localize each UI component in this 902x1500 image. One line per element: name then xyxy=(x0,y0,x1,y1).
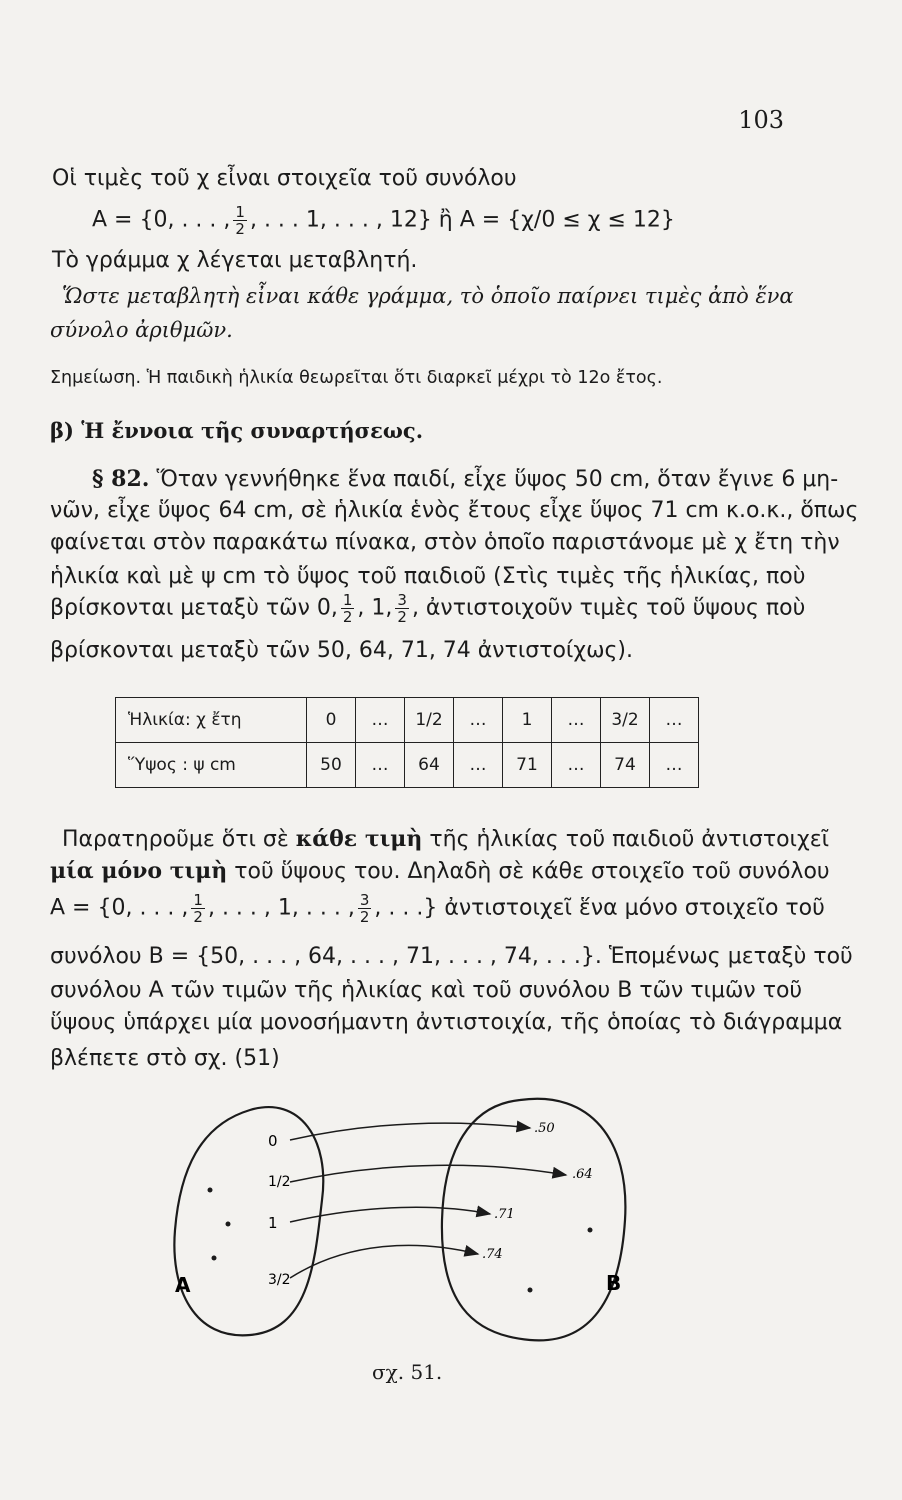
fraction-three-halves: $\frac{3}{2}$ xyxy=(397,591,407,626)
p2-line-3-part-1: Α = {0, . . . , xyxy=(50,895,189,921)
table-cell: 74 xyxy=(601,743,650,788)
paragraph-82-line-6: βρίσκονται μεταξὺ τῶν 50, 64, 71, 74 ἀντιστοίχως). xyxy=(50,638,633,663)
a-element-three-halves: 3/2 xyxy=(268,1272,291,1288)
p2-line-2-bold: μία μόνο τιμὴ xyxy=(50,858,228,884)
line-5-part-2: , 1, xyxy=(357,595,393,621)
table-cell: 64 xyxy=(405,743,454,788)
fraction-half: $\frac{1}{2}$ xyxy=(193,891,203,926)
p2-line-3-part-3: , . . .} ἀντιστοιχεῖ ἕνα μόνο στοιχεῖο τοῦ xyxy=(374,895,825,921)
text-line-1: Οἱ τιμὲς τοῦ χ εἶναι στοιχεῖα τοῦ συνόλου xyxy=(52,166,517,191)
table-cell: 1/2 xyxy=(405,698,454,743)
page-number: 103 xyxy=(738,106,784,134)
line-5-part-3: , ἀντιστοιχοῦν τιμὲς τοῦ ὕψους ποὺ xyxy=(411,595,806,621)
p2-line-1-bold: κάθε τιμὴ xyxy=(295,826,423,852)
table-cell: … xyxy=(454,698,503,743)
note-line: Σημείωση. Ἡ παιδικὴ ἡλικία θεωρεῖται ὅτι διαρκεῖ μέχρι τὸ 12ο ἔτος. xyxy=(50,368,663,388)
set-b-label: Β xyxy=(606,1271,622,1295)
table-cell: 71 xyxy=(503,743,552,788)
set-a-label: Α xyxy=(175,1273,191,1297)
paragraph-82-line-3: φαίνεται στὸν παρακάτω πίνακα, στὸν ὁποῖο παριστάνομε μὲ χ ἔτη τὴν xyxy=(50,530,840,555)
fraction-half: $\frac{1}{2}$ xyxy=(235,203,245,238)
table-cell: 50 xyxy=(307,743,356,788)
a-element-0: 0 xyxy=(268,1132,278,1150)
table-cell: 3/2 xyxy=(601,698,650,743)
table-cell: … xyxy=(650,743,699,788)
text-line-3: Τὸ γράμμα χ λέγεται μεταβλητή. xyxy=(52,248,418,273)
table-row-label: Ὕψος : ψ cm xyxy=(116,743,307,788)
table-cell: 1 xyxy=(503,698,552,743)
table-cell: … xyxy=(454,743,503,788)
b-element-74: .74 xyxy=(482,1247,503,1262)
section-heading: β) Ἡ ἔννοια τῆς συναρτήσεως. xyxy=(50,418,424,443)
definition-line-2: σύνολο ἀριθμῶν. xyxy=(50,318,233,342)
definition-line-1: Ὥστε μεταβλητὴ εἶναι κάθε γράμμα, τὸ ὁποῖο παίρνει τιμὲς ἀπὸ ἕνα xyxy=(62,284,794,308)
table-cell: … xyxy=(356,698,405,743)
paragraph-82-line-1-text: Ὅταν γεννήθηκε ἕνα παιδί, εἶχε ὕψος 50 cm, ὅταν ἔγινε 6 μη- xyxy=(149,467,839,492)
p2-line-1-part-1: Παρατηροῦμε ὅτι σὲ xyxy=(62,827,296,852)
b-element-71: .71 xyxy=(494,1207,515,1222)
table-cell: … xyxy=(356,743,405,788)
paragraph-2-line-5: συνόλου Α τῶν τιμῶν τῆς ἡλικίας καὶ τοῦ συνόλου Β τῶν τιμῶν τοῦ xyxy=(50,978,803,1003)
b-element-50: .50 xyxy=(534,1121,555,1136)
table-row-label: Ἡλικία: χ ἔτη xyxy=(116,698,307,743)
p2-line-3-part-2: , . . . , 1, . . . , xyxy=(207,895,355,921)
figure-caption: σχ. 51. xyxy=(372,1360,443,1384)
a-element-1: 1 xyxy=(268,1214,278,1232)
fraction-three-halves: $\frac{3}{2}$ xyxy=(359,891,370,926)
p2-line-2-part: τοῦ ὕψους του. Δηλαδὴ σὲ κάθε στοιχεῖο τοῦ συνόλου xyxy=(227,859,830,884)
table-cell: … xyxy=(650,698,699,743)
paragraph-82-line-2: νῶν, εἶχε ὕψος 64 cm, σὲ ἡλικία ἑνὸς ἔτους εἶχε ὕψος 71 cm κ.ο.κ., ὅπως xyxy=(50,498,859,523)
section-number: § 82. xyxy=(92,466,150,492)
line-5-part-1: βρίσκονται μεταξὺ τῶν 0, xyxy=(50,595,338,621)
paragraph-2-line-7: βλέπετε στὸ σχ. (51) xyxy=(50,1046,280,1071)
paragraph-82-line-4: ἡλικία καὶ μὲ ψ cm τὸ ὕψος τοῦ παιδιοῦ (Στὶς τιμὲς τῆς ἡλικίας, ποὺ xyxy=(50,564,806,589)
paragraph-2-line-6: ὕψους ὑπάρχει μία μονοσήμαντη ἀντιστοιχία, τῆς ὁποίας τὸ διάγραμμα xyxy=(50,1010,843,1035)
b-element-64: .64 xyxy=(572,1167,593,1182)
set-a-outline xyxy=(174,1107,323,1335)
fraction-half: $\frac{1}{2}$ xyxy=(342,591,353,626)
paragraph-2-line-4: συνόλου Β = {50, . . . , 64, . . . , 71, . . . , 74, . . .}. Ἑπομένως μεταξὺ τοῦ xyxy=(50,944,853,969)
p2-line-1-part-2: τῆς ἡλικίας τοῦ παιδιοῦ ἀντιστοιχεῖ xyxy=(422,827,830,852)
a-element-half: 1/2 xyxy=(268,1174,291,1190)
set-a-part-1: Α = {0, . . . , xyxy=(92,207,231,233)
table-cell: 0 xyxy=(307,698,356,743)
table-cell: … xyxy=(552,743,601,788)
table-cell: … xyxy=(552,698,601,743)
set-a-part-2: , . . . 1, . . . , 12} ἢ Α = {χ/0 ≤ χ ≤ 12} xyxy=(249,207,675,233)
